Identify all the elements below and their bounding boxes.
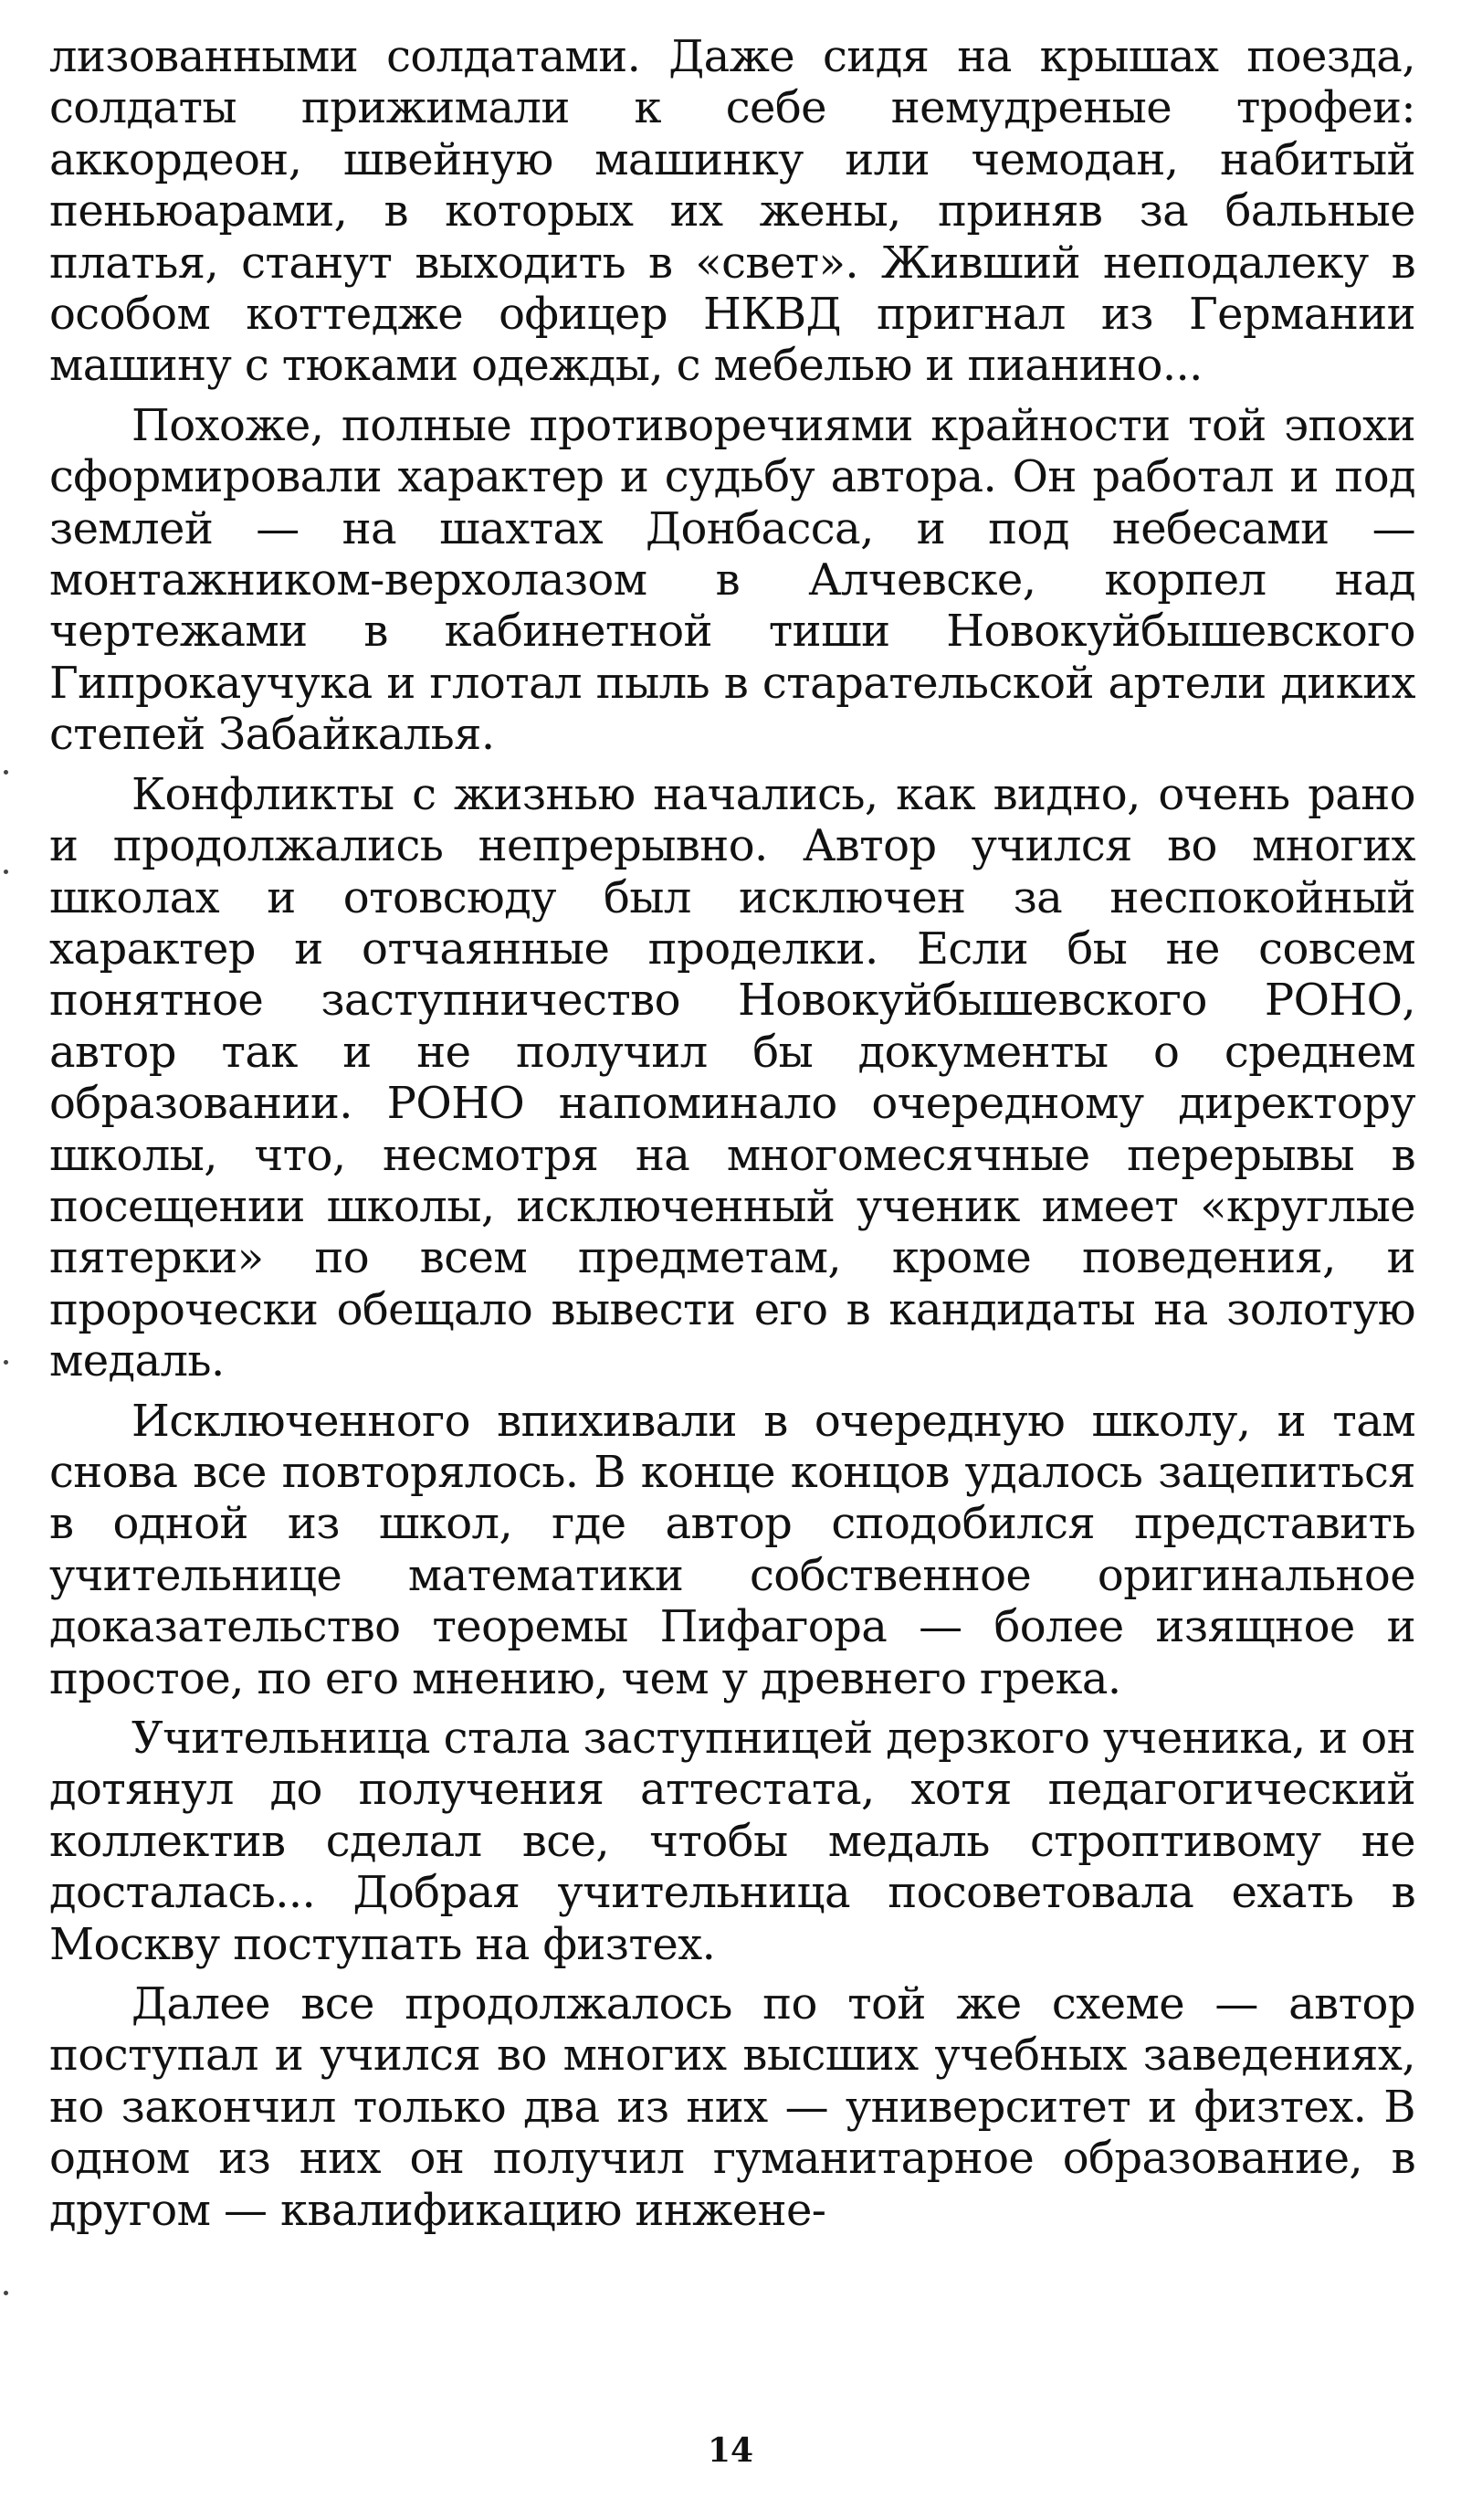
paragraph-higher-education: Далее все продолжалось по той же схеме — автор поступал и учился во многих высших учебных заведениях, но закончил только два из них — университет и физтех. В одном из них он получил гуманитарное образование, в другом — квалификацию инжене-: [49, 1978, 1415, 2236]
paragraph-author-fate: Похоже, полные противоречиями крайности той эпохи сформировали характер и судьбу автора. Он работал и под землей — на шахтах Донбасса, и под небесами — монтажником-верхолазом в Алчевске, корпел над чертежами в кабинетной тиши Новокуйбышевского Гипрокаучука и глотал пыль в старательской артели диких степей Забайкалья.: [49, 399, 1415, 761]
paragraph-continuation: лизованными солдатами. Даже сидя на крышах поезда, солдаты прижимали к себе немудреные трофеи: аккордеон, швейную машинку или чемодан, набитый пеньюарами, в которых их жены, приняв за бальные платья, станут выходить в «свет». Живший неподалеку в особом коттедже офицер НКВД пригнал из Германии машину с тюками одежды, с мебелью и пианино...: [49, 31, 1415, 392]
paragraph-teacher: Учительница стала заступницей дерзкого ученика, и он дотянул до получения аттестата, хотя педагогический коллектив сделал все, чтобы медаль строптивому не досталась... Добрая учительница посоветовала ехать в Москву поступать на физтех.: [49, 1713, 1415, 1970]
margin-mark: [4, 770, 8, 775]
book-page: [49, 31, 1415, 2236]
paragraph-pythagoras: Исключенного впихивали в очередную школу, и там снова все повторялось. В конце концов удалось зацепиться в одной из школ, где автор сподобился представить учительнице математики собственное оригинальное доказательство теоремы Пифагора — более изящное и простое, по его мнению, чем у древнего грека.: [49, 1395, 1415, 1704]
page-number: 14: [707, 2431, 754, 2470]
margin-mark: [4, 2291, 8, 2295]
paragraph-school-conflicts: Конфликты с жизнью начались, как видно, очень рано и продолжались непрерывно. Автор учился во многих школах и отовсюду был исключен за неспокойный характер и отчаянные проделки. Если бы не совсем понятное заступничество Новокуйбышевского РОНО, автор так и не получил бы документы о среднем образовании. РОНО напоминало очередному директору школы, что, несмотря на многомесячные перерывы в посещении школы, исключенный ученик имеет «круглые пятерки» по всем предметам, кроме поведения, и пророчески обещало вывести его в кандидаты на золотую медаль.: [49, 768, 1415, 1387]
margin-mark: [4, 870, 8, 874]
margin-mark: [4, 1360, 8, 1365]
